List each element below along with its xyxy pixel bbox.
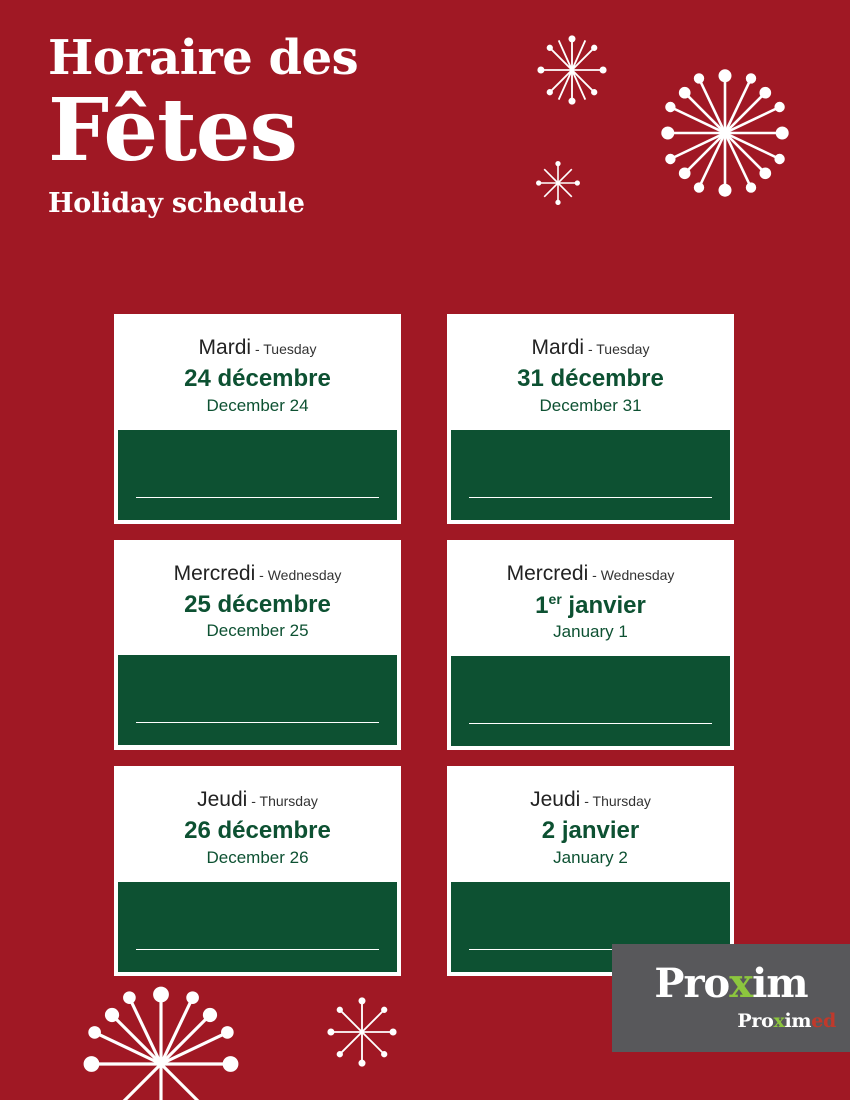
write-in-line	[136, 722, 379, 723]
brand-sub-x: x	[773, 1010, 785, 1032]
day-separator: -	[255, 566, 268, 583]
hours-write-in-area[interactable]	[118, 882, 397, 972]
day-name-row	[124, 788, 391, 811]
brand-logo-x: x	[729, 960, 753, 1007]
day-separator: -	[584, 341, 597, 357]
schedule-card-header	[451, 770, 730, 882]
day-separator: -	[580, 793, 593, 810]
date-fr	[457, 365, 724, 393]
brand-logo-proxim	[654, 960, 808, 1007]
schedule-card	[114, 766, 401, 976]
day-name-fr: Jeudi	[530, 788, 581, 812]
day-name-en: Thursday	[259, 793, 318, 810]
date-en: December 25	[206, 621, 309, 641]
brand-sub-end: ed	[811, 1010, 836, 1032]
date-fr-month: janvier	[561, 591, 646, 619]
hours-write-in-area[interactable]	[118, 655, 397, 745]
schedule-card	[447, 314, 734, 524]
schedule-card-header	[118, 770, 397, 882]
day-name-row	[457, 788, 724, 811]
day-name-en: Wednesday	[267, 566, 342, 583]
date-en: December 26	[206, 848, 309, 868]
brand-logo	[612, 944, 850, 1052]
hours-write-in-area[interactable]	[451, 656, 730, 746]
poster-header	[48, 30, 359, 220]
date-fr	[124, 817, 391, 845]
schedule-card-header	[118, 318, 397, 430]
brand-logo-pre: Pro	[654, 960, 730, 1007]
date-fr	[457, 591, 724, 620]
date-fr-text: 2 janvier	[541, 817, 640, 845]
schedule-card-header	[451, 544, 730, 657]
hours-write-in-area[interactable]	[451, 430, 730, 520]
day-name-fr: Mercredi	[506, 561, 589, 585]
day-name-row	[457, 336, 724, 359]
day-name-fr: Jeudi	[197, 788, 248, 812]
schedule-card	[114, 540, 401, 751]
date-en: January 2	[553, 848, 628, 868]
date-fr	[124, 591, 391, 619]
schedule-card-header	[451, 318, 730, 430]
day-name-fr: Mercredi	[173, 561, 256, 585]
day-name-row	[124, 562, 391, 585]
day-separator: -	[588, 566, 601, 583]
snowflake-icon	[535, 33, 609, 107]
schedule-card	[447, 540, 734, 751]
date-fr-ordinal-suffix: er	[548, 590, 562, 607]
day-name-en: Wednesday	[600, 566, 675, 583]
day-name-en: Thursday	[592, 793, 651, 810]
date-fr-text: 26 décembre	[184, 817, 331, 845]
date-fr-ordinal-number: 1	[535, 591, 549, 619]
date-fr-text: 25 décembre	[184, 590, 331, 618]
day-name-row	[457, 562, 724, 585]
snowflake-icon	[325, 995, 399, 1069]
write-in-line	[469, 723, 712, 724]
write-in-line	[136, 949, 379, 950]
day-separator: -	[247, 793, 260, 810]
day-name-row	[124, 336, 391, 359]
date-fr	[124, 365, 391, 393]
snowflake-icon	[82, 985, 240, 1100]
page-title-line1: Horaire des	[48, 30, 359, 86]
day-name-en: Tuesday	[596, 341, 650, 357]
day-name-en: Tuesday	[263, 341, 317, 357]
write-in-line	[469, 497, 712, 498]
day-name-fr: Mardi	[531, 336, 585, 359]
write-in-line	[136, 497, 379, 498]
brand-logo-proximed	[737, 1010, 836, 1032]
schedule-card	[114, 314, 401, 524]
date-en: January 1	[553, 622, 628, 642]
date-fr-text: 31 décembre	[517, 365, 664, 393]
date-fr	[457, 817, 724, 845]
schedule-card-header	[118, 544, 397, 656]
snowflake-icon	[660, 68, 790, 198]
brand-logo-post: im	[752, 960, 808, 1007]
page-title-line2: Fêtes	[48, 80, 297, 181]
date-en: December 31	[539, 395, 642, 415]
date-fr-text: 24 décembre	[184, 365, 331, 393]
brand-sub-pre: Pro	[737, 1010, 774, 1032]
day-separator: -	[251, 341, 264, 357]
day-name-fr: Mardi	[198, 336, 252, 359]
schedule-card-grid	[114, 314, 736, 976]
page-subtitle: Holiday schedule	[48, 188, 305, 220]
brand-sub-mid: im	[784, 1010, 812, 1032]
snowflake-icon	[535, 160, 581, 206]
date-en: December 24	[206, 395, 309, 415]
hours-write-in-area[interactable]	[118, 430, 397, 520]
